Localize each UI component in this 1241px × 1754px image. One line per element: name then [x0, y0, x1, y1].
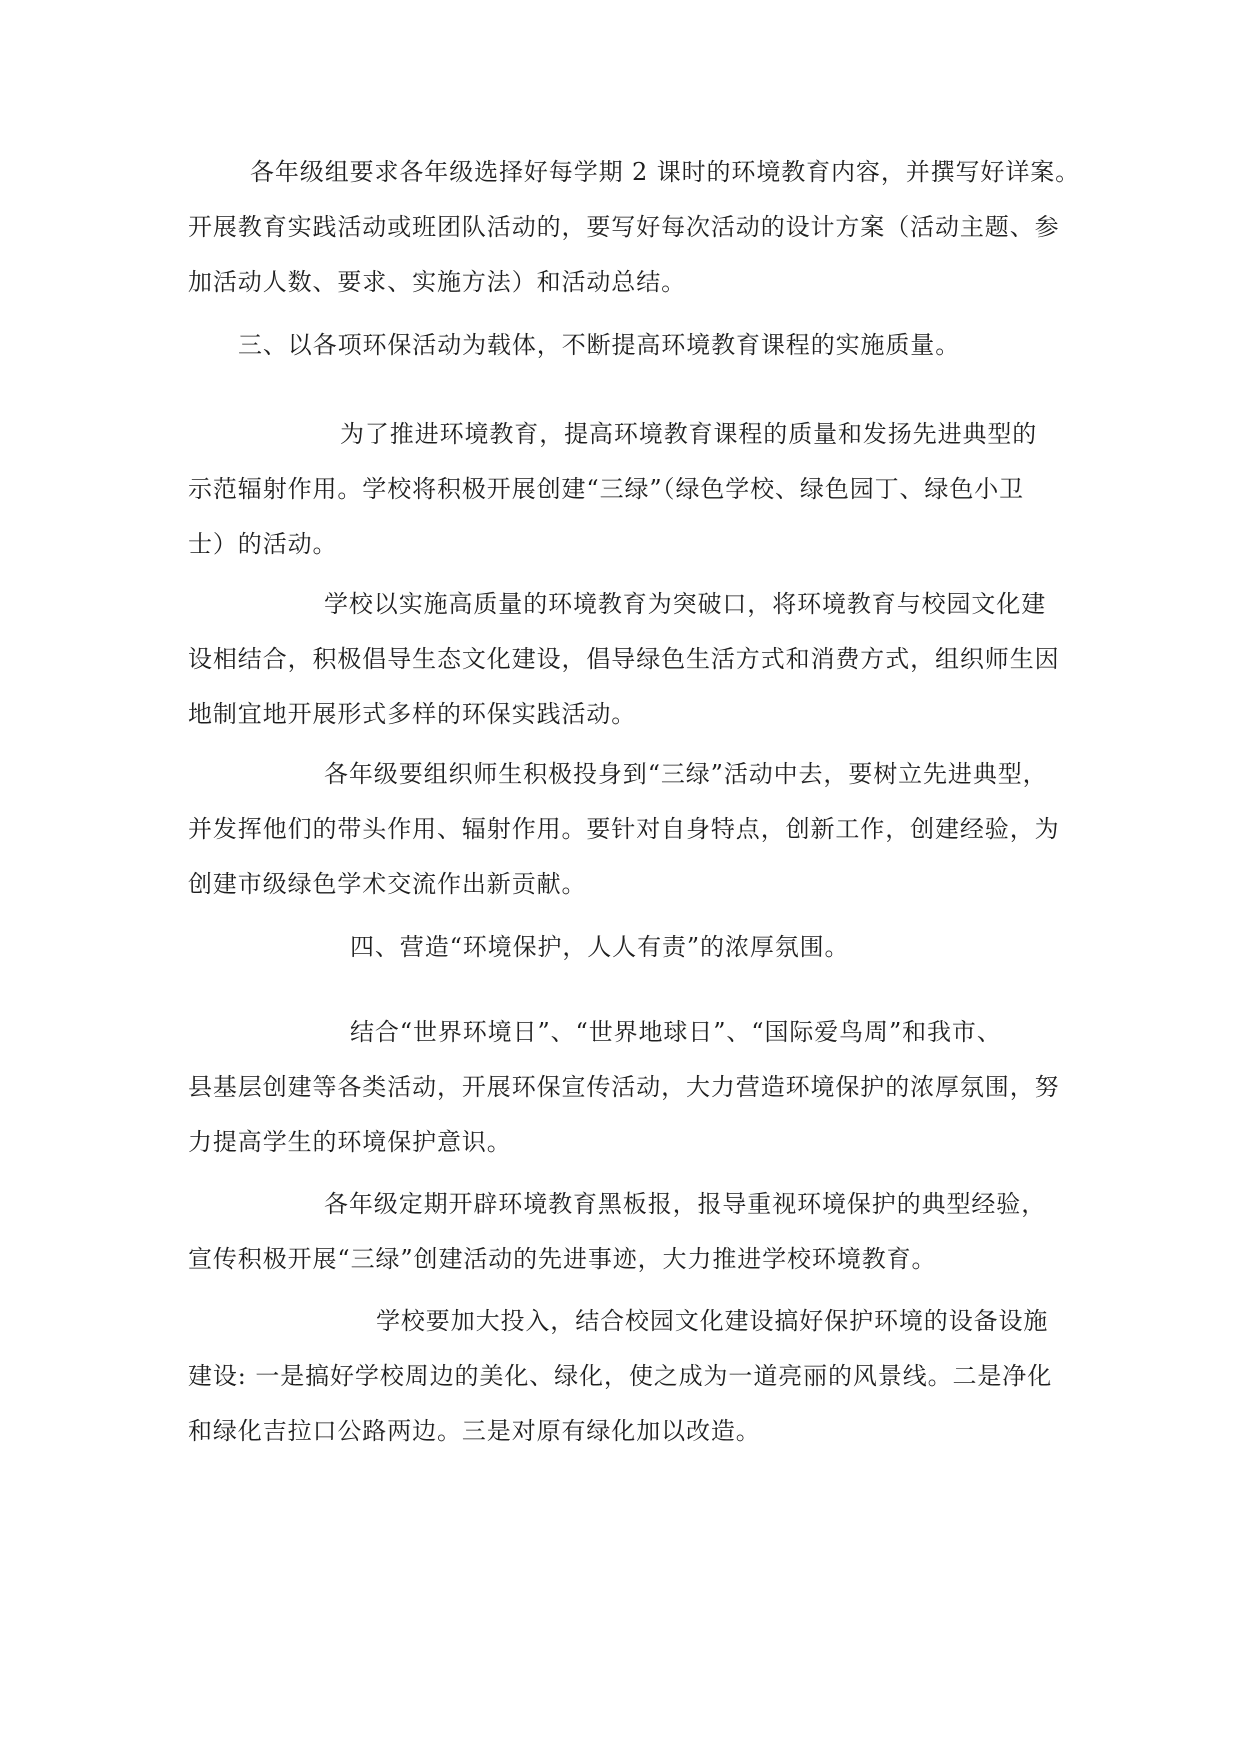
paragraph-line: 各年级定期开辟环境教育黑板报，报导重视环境保护的典型经验， [324, 1190, 1047, 1218]
paragraph-line: 士）的活动。 [188, 530, 338, 558]
paragraph-role-models [188, 747, 1058, 912]
paragraph-line: 县基层创建等各类活动，开展环保宣传活动，大力营造环境保护的浓厚氛围，努 [188, 1073, 1060, 1101]
paragraph-breakthrough [188, 577, 1058, 742]
paragraph-investment [188, 1294, 1058, 1459]
section-heading-line: 四、营造“环境保护，人人有责”的浓厚氛围。 [350, 933, 850, 961]
paragraph-line: 地制宜地开展形式多样的环保实践活动。 [188, 700, 637, 728]
section-heading-line: 三、以各项环保活动为载体，不断提高环境教育课程的实施质量。 [238, 331, 961, 359]
paragraph-line: 结合“世界环境日”、“世界地球日”、“国际爱鸟周”和我市、 [350, 1018, 1002, 1046]
paragraph-line: 学校以实施高质量的环境教育为突破口，将环境教育与校园文化建 [324, 590, 1047, 618]
paragraph-line: 和绿化吉拉口公路两边。三是对原有绿化加以改造。 [188, 1417, 761, 1445]
paragraph-line: 各年级要组织师生积极投身到“三绿”活动中去，要树立先进典型， [324, 760, 1048, 788]
section-heading-three [188, 318, 1058, 373]
section-heading-four [188, 920, 1058, 975]
paragraph-line: 各年级组要求各年级选择好每学期 2 课时的环境教育内容，并撰写好详案。 [250, 158, 1081, 186]
paragraph-blackboard [188, 1177, 1058, 1287]
paragraph-line: 建设: 一是搞好学校周边的美化、绿化，使之成为一道亮丽的风景线。二是净化 [188, 1362, 1053, 1390]
paragraph-line: 力提高学生的环境保护意识。 [188, 1128, 512, 1156]
paragraph-line: 为了推进环境教育，提高环境教育课程的质量和发扬先进典型的 [340, 420, 1038, 448]
paragraph-line: 宣传积极开展“三绿”创建活动的先进事迹，大力推进学校环境教育。 [188, 1245, 937, 1273]
paragraph-line: 学校要加大投入，结合校园文化建设搞好保护环境的设备设施 [376, 1307, 1049, 1335]
paragraph-environment-days [188, 1005, 1058, 1170]
paragraph-line: 并发挥他们的带头作用、辐射作用。要针对自身特点，创新工作，创建经验，为 [188, 815, 1060, 843]
paragraph-line: 加活动人数、要求、实施方法）和活动总结。 [188, 268, 686, 296]
paragraph-line: 示范辐射作用。学校将积极开展创建“三绿”（绿色学校、绿色园丁、绿色小卫 [188, 475, 1025, 503]
paragraph-line: 开展教育实践活动或班团队活动的，要写好每次活动的设计方案（活动主题、参 [188, 213, 1060, 241]
paragraph-three-green [188, 407, 1058, 572]
paragraph-lesson-plans [188, 145, 1081, 310]
paragraph-line: 设相结合，积极倡导生态文化建设，倡导绿色生活方式和消费方式，组织师生因 [188, 645, 1060, 673]
paragraph-line: 创建市级绿色学术交流作出新贡献。 [188, 870, 587, 898]
